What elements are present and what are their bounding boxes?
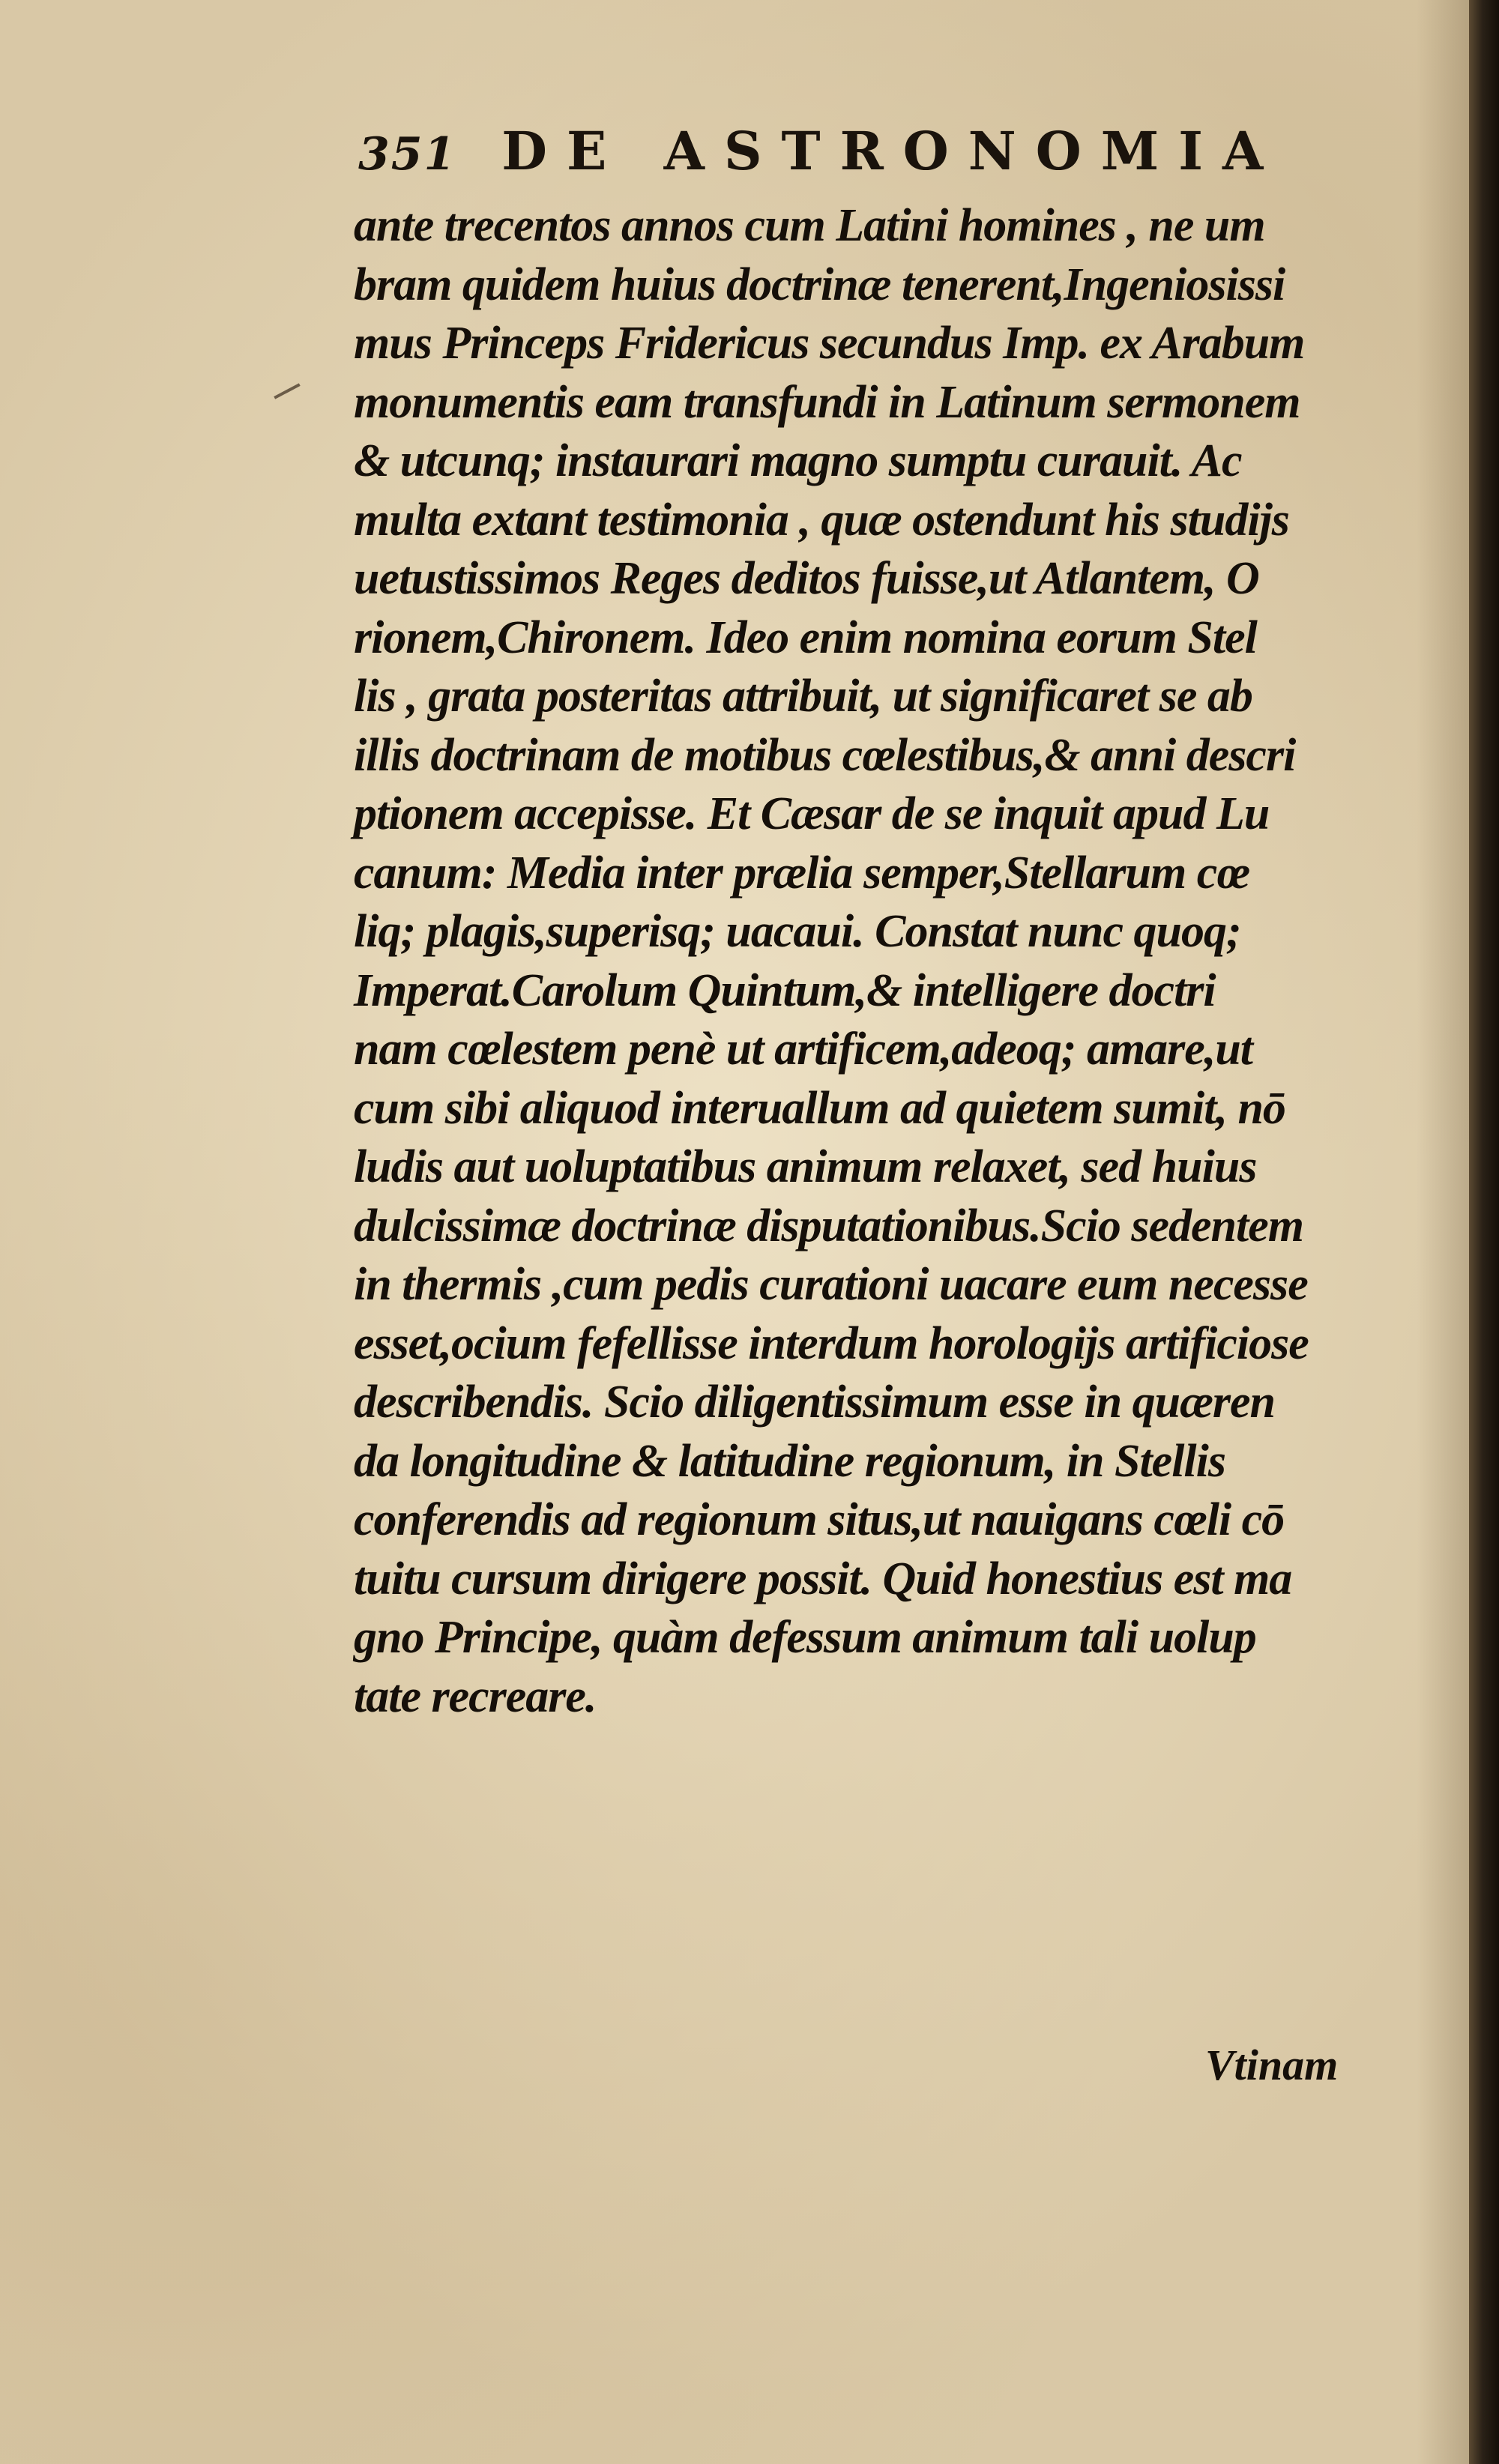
text-line: tate recreare.: [354, 1670, 597, 1722]
text-line: cum sibi aliquod interuallum ad quietem sumit, nō: [354, 1082, 1285, 1134]
text-line: ptionem accepisse. Et Cæsar de se inquit apud Lu: [354, 788, 1270, 839]
page-number: 351: [358, 128, 457, 181]
text-line: lis , grata posteritas attribuit, ut significaret se ab: [354, 671, 1252, 722]
text-line: monumentis eam transfundi in Latinum sermonem: [354, 376, 1300, 428]
catchword: Vtinam: [1205, 2041, 1339, 2089]
text-line: esset,ocium fefellisse interdum horologijs artificiose: [354, 1317, 1309, 1369]
text-line: describendis. Scio diligentissimum esse in quæren: [354, 1377, 1276, 1428]
text-line: in thermis ,cum pedis curationi uacare eum necesse: [354, 1259, 1308, 1310]
text-line: multa extant testimonia , quæ ostendunt his studijs: [354, 494, 1289, 546]
text-line: canum: Media inter prælia semper,Stellarum cœ: [354, 847, 1250, 899]
text-line: bram quidem huius doctrinæ tenerent,Ingeniosissi: [354, 259, 1285, 310]
text-line: conferendis ad regionum situs,ut nauigans cœli cō: [354, 1494, 1285, 1545]
text-line: illis doctrinam de motibus cœlestibus,& anni descri: [354, 729, 1296, 781]
text-line: liq; plagis,superisq; uacaui. Constat nunc quoq;: [354, 906, 1241, 957]
book-binding: [1469, 0, 1499, 2464]
text-line: & utcunq; instaurari magno sumptu curauit. Ac: [354, 435, 1242, 486]
text-line: ludis aut uoluptatibus animum relaxet, sed huius: [354, 1141, 1257, 1192]
body-text: [354, 196, 1373, 1726]
text-line: uetustissimos Reges deditos fuisse,ut Atlantem, O: [354, 553, 1259, 604]
text-line: nam cœlestem penè ut artificem,adeoq; amare,ut: [354, 1024, 1253, 1075]
text-line: gno Principe, quàm defessum animum tali uolup: [354, 1612, 1256, 1663]
text-line: Imperat.Carolum Quintum,& intelligere doctri: [354, 964, 1216, 1016]
text-line: tuitu cursum dirigere possit. Quid honestius est ma: [354, 1553, 1292, 1604]
text-line: da longitudine & latitudine regionum, in Stellis: [354, 1435, 1225, 1487]
text-line: rionem,Chironem. Ideo enim nomina eorum Stel: [354, 612, 1257, 663]
margin-mark: [274, 383, 300, 399]
text-line: ante trecentos annos cum Latini homines , ne um: [354, 200, 1265, 251]
text-line: mus Princeps Fridericus secundus Imp. ex Arabum: [354, 318, 1305, 369]
binding-shadow: [1417, 0, 1469, 2464]
running-head: DE ASTRONOMIA: [501, 120, 1283, 182]
text-line: dulcissimæ doctrinæ disputationibus.Scio sedentem: [354, 1200, 1303, 1251]
page-header: [358, 120, 1310, 187]
